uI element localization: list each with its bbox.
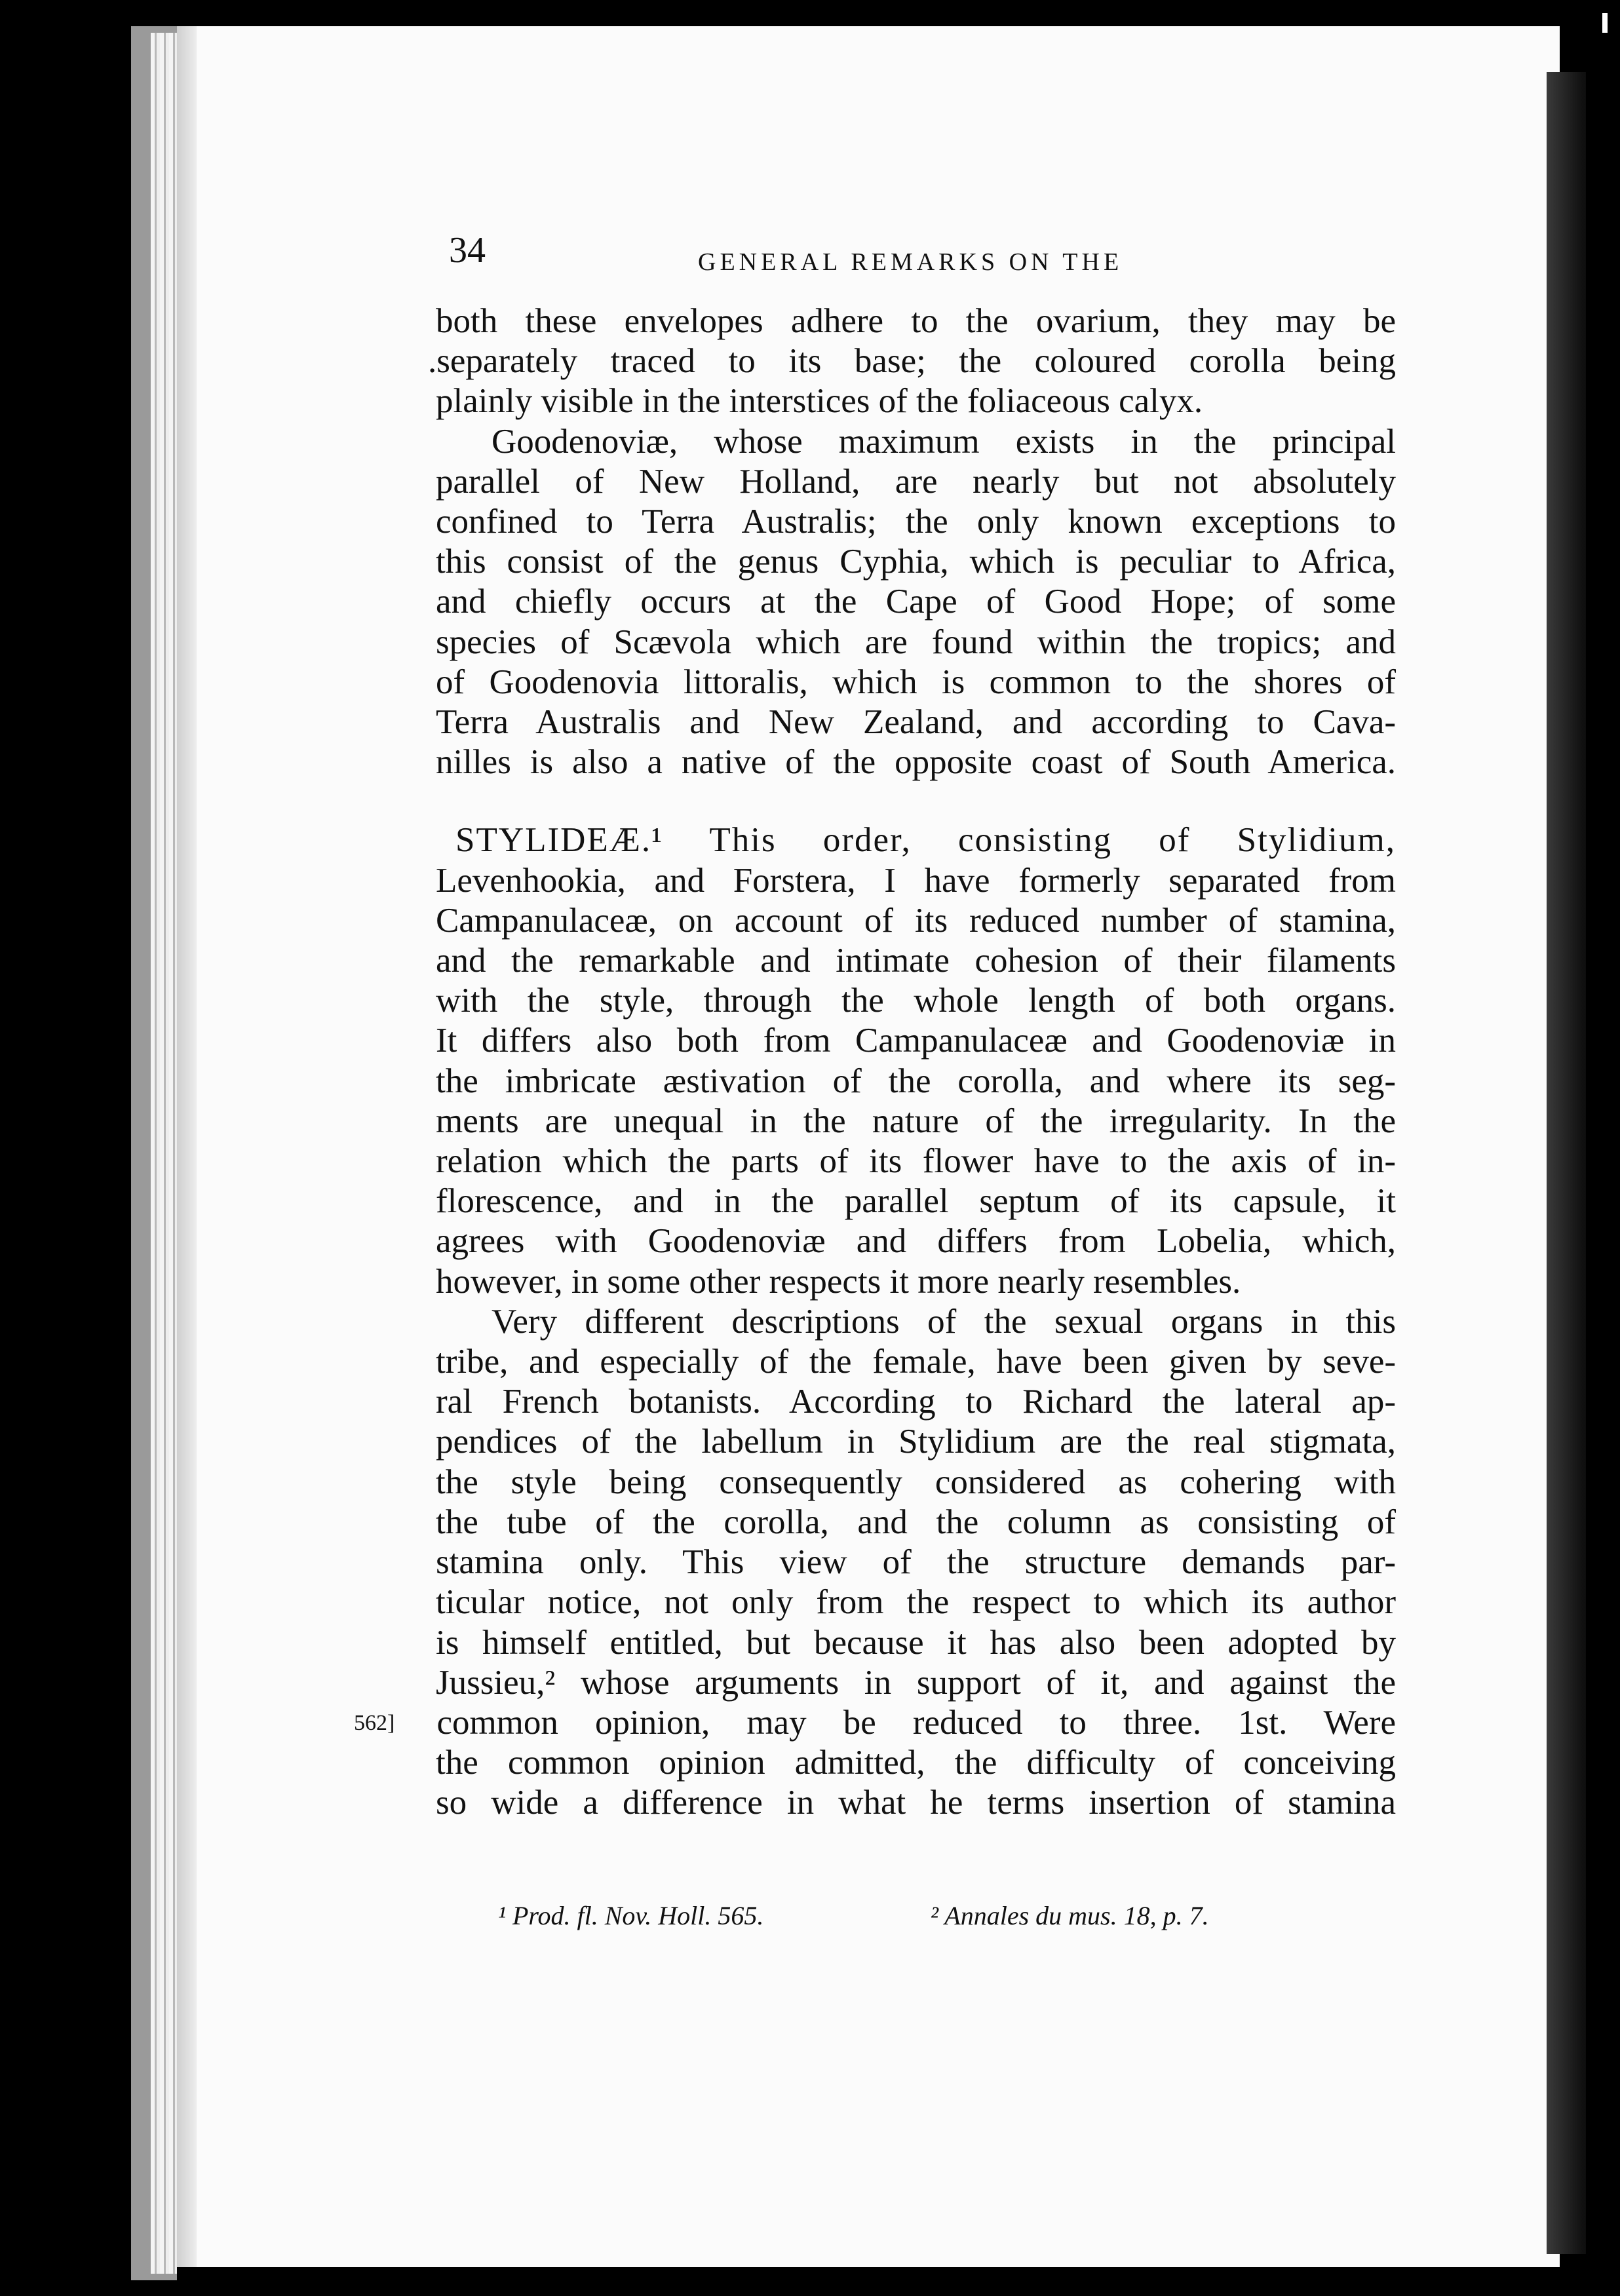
text-line: Terra Australis and New Zealand, and according to Cava- — [436, 703, 1396, 742]
text-line: the imbricate æstivation of the corolla, and where its seg- — [436, 1062, 1396, 1100]
footnote-2: ² Annales du mus. 18, p. 7. — [931, 1901, 1209, 1930]
text-line: pendices of the labellum in Stylidium are the real stigmata, — [436, 1423, 1396, 1461]
text-line: with the style, through the whole length of both organs. — [436, 982, 1396, 1020]
text-line: agrees with Goodenoviæ and differs from Lobelia, which, — [436, 1222, 1396, 1261]
text-line: plainly visible in the interstices of the foliaceous calyx. — [436, 382, 1203, 421]
margin-page-ref: 562] — [354, 1710, 395, 1735]
footnote-1: ¹ Prod. fl. Nov. Holl. 565. — [498, 1901, 764, 1930]
body-text — [354, 301, 1396, 1824]
text-line: the tube of the corolla, and the column as consisting of — [436, 1502, 1396, 1541]
text-line: relation which the parts of its flower have to the axis of in- — [436, 1142, 1396, 1181]
text-line: parallel of New Holland, are nearly but not absolutely — [436, 462, 1396, 501]
text-line: species of Scævola which are found within the tropics; and — [436, 622, 1396, 661]
scan-edge-left — [0, 0, 39, 2296]
paragraph-4 — [354, 1302, 1396, 1824]
page-stack-edge — [151, 33, 177, 2274]
text-line: is himself entitled, but because it has also been adopted by — [436, 1623, 1396, 1662]
text-line: STYLIDEÆ.¹ This order, consisting of Stylidium, — [455, 821, 1396, 860]
text-line: and chiefly occurs at the Cape of Good Hope; of some — [436, 583, 1396, 621]
text-line: florescence, and in the parallel septum of its capsule, it — [436, 1182, 1396, 1221]
text-line: Goodenoviæ, whose maximum exists in the principal — [492, 422, 1396, 461]
paragraph-2 — [436, 422, 1396, 783]
text-line: of Goodenovia littoralis, which is common to the shores of — [436, 662, 1396, 701]
text-line: common opinion, may be reduced to three. 1st. Were — [436, 1703, 1396, 1742]
text-line: the style being consequently considered as cohering with — [436, 1463, 1396, 1501]
text-line: tribe, and especially of the female, have been given by seve- — [436, 1343, 1396, 1381]
text-line: Very different descriptions of the sexual organs in this — [492, 1302, 1396, 1341]
text-line: ral French botanists. According to Richard the lateral ap- — [436, 1383, 1396, 1421]
text-line-with-margin-ref — [354, 1703, 1396, 1743]
text-line: and the remarkable and intimate cohesion of their filaments — [436, 942, 1396, 980]
page-number: 34 — [449, 230, 486, 271]
text-line: however, in some other respects it more nearly resembles. — [436, 1262, 1241, 1301]
text-line: nilles is also a native of the opposite coast of South America. — [436, 743, 1396, 782]
text-line: Campanulaceæ, on account of its reduced number of stamina, — [436, 901, 1396, 940]
text-line: confined to Terra Australis; the only known exceptions to — [436, 503, 1396, 541]
text-line: .separately traced to its base; the coloured corolla being — [428, 342, 1396, 381]
text-line: both these envelopes adhere to the ovarium, they may be — [436, 302, 1396, 340]
running-head: GENERAL REMARKS ON THE — [698, 248, 1123, 276]
text-line: Levenhookia, and Forstera, I have formerly separated from — [436, 861, 1396, 900]
text-line: this consist of the genus Cyphia, which is peculiar to Africa, — [436, 543, 1396, 581]
text-line: ticular notice, not only from the respect to which its author — [436, 1583, 1396, 1622]
text-line: ments are unequal in the nature of the irregularity. In the — [436, 1101, 1396, 1140]
paragraph-stylideae — [436, 820, 1396, 1301]
text-line: so wide a difference in what he terms insertion of stamina — [436, 1784, 1396, 1822]
scan-mark — [1602, 13, 1608, 33]
text-line: stamina only. This view of the structure demands par- — [436, 1543, 1396, 1582]
text-line: the common opinion admitted, the difficulty of conceiving — [436, 1744, 1396, 1782]
text-line: Jussieu,² whose arguments in support of it, and against the — [436, 1663, 1396, 1702]
text-line: It differs also both from Campanulaceæ and Goodenoviæ in — [436, 1022, 1396, 1060]
scan-border-right — [1586, 0, 1620, 2296]
paragraph-1 — [428, 301, 1396, 422]
